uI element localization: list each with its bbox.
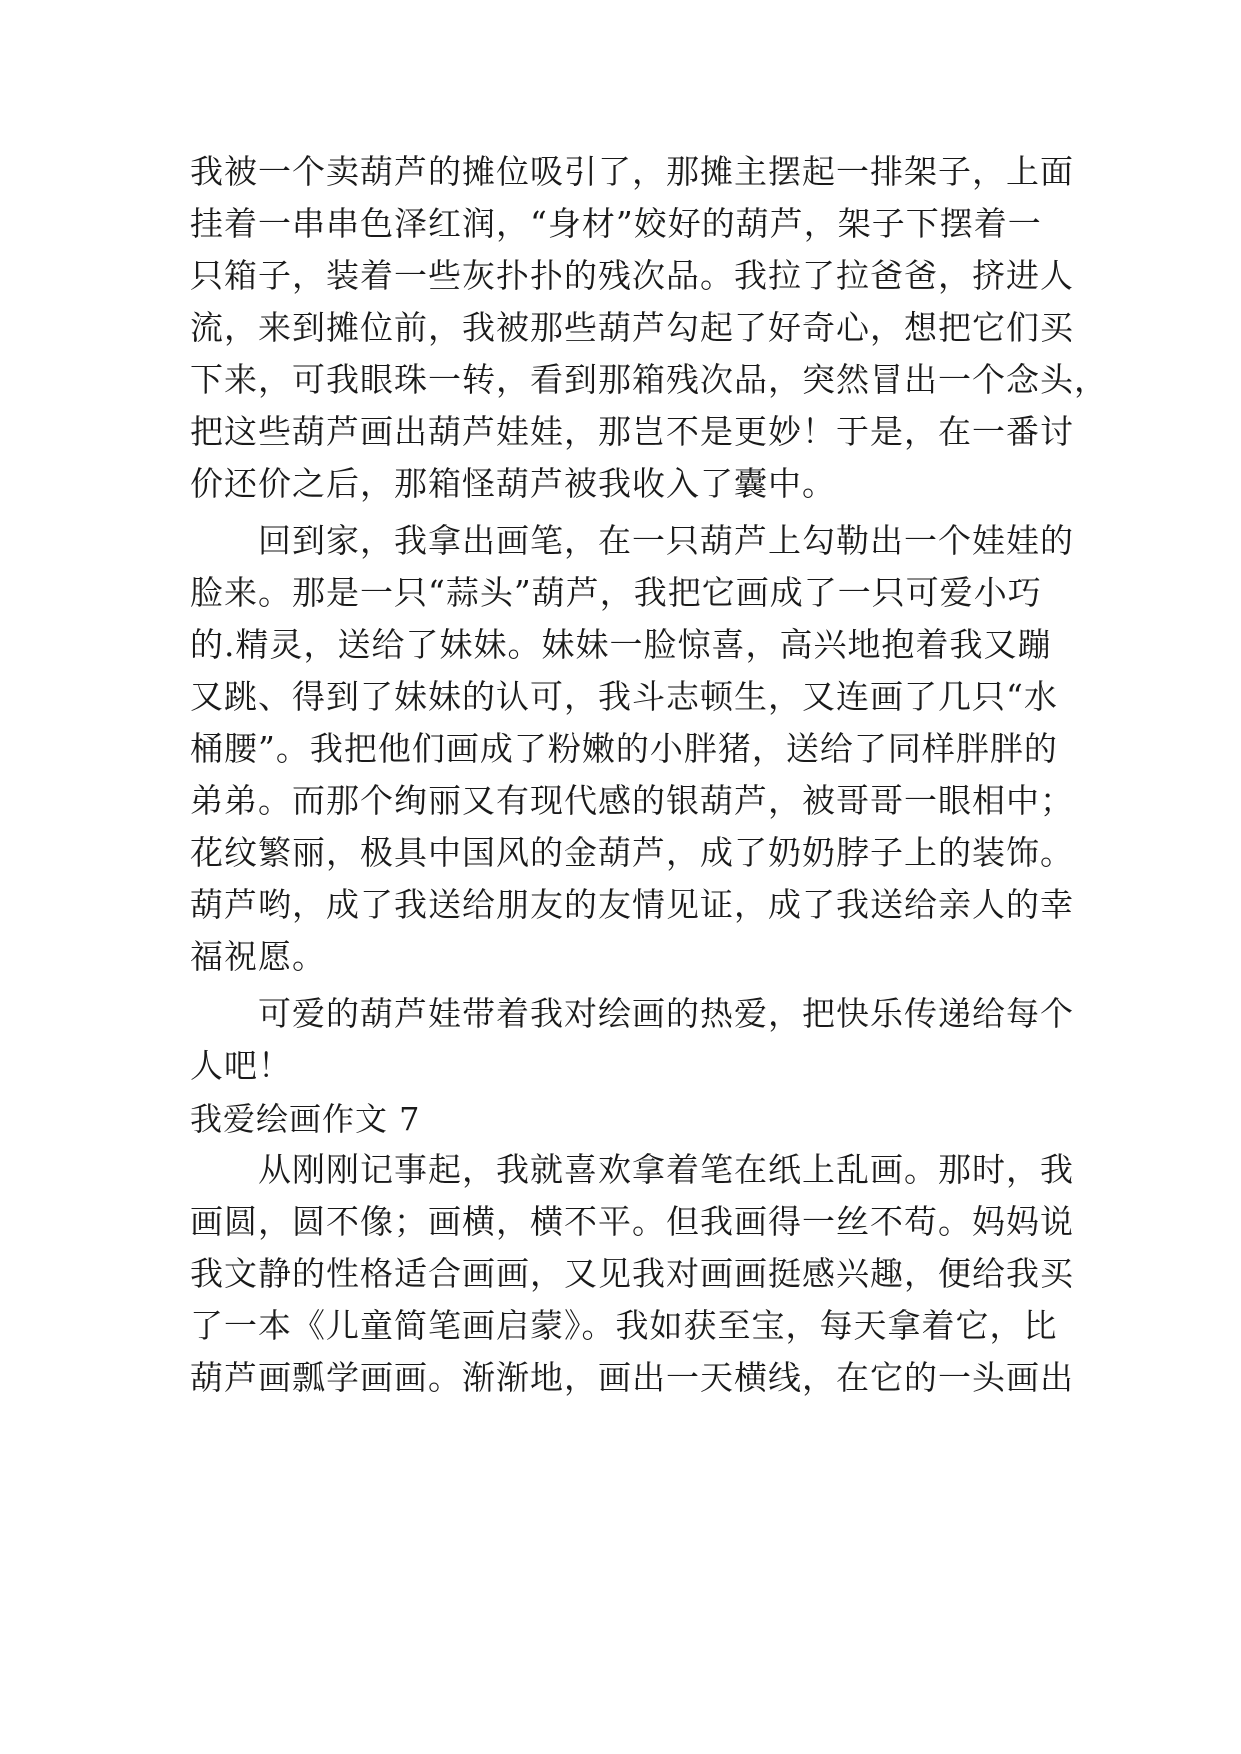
text-line: 把这些葫芦画出葫芦娃娃，那岂不是更妙！于是，在一番讨 bbox=[190, 412, 1074, 451]
text-line: 葫芦画瓢学画画。渐渐地，画出一天横线，在它的一头画出 bbox=[190, 1358, 1074, 1397]
text-line: 流，来到摊位前，我被那些葫芦勾起了好奇心，想把它们买 bbox=[190, 308, 1074, 347]
section-heading: 我爱绘画作文 7 bbox=[190, 1100, 421, 1138]
text-line: 画圆，圆不像；画横，横不平。但我画得一丝不苟。妈妈说 bbox=[190, 1202, 1074, 1241]
text-line: 只箱子，装着一些灰扑扑的残次品。我拉了拉爸爸，挤进人 bbox=[190, 256, 1074, 295]
text-line: 又跳、得到了妹妹的认可，我斗志顿生，又连画了几只“水 bbox=[190, 677, 1058, 716]
text-line: 葫芦哟，成了我送给朋友的友情见证，成了我送给亲人的幸 bbox=[190, 885, 1074, 924]
text-line: 挂着一串串色泽红润，“身材”姣好的葫芦，架子下摆着一 bbox=[190, 204, 1042, 243]
text-line: 下来，可我眼珠一转，看到那箱残次品，突然冒出一个念头， bbox=[190, 360, 1108, 399]
paragraph-start-line: 回到家，我拿出画笔，在一只葫芦上勾勒出一个娃娃的 bbox=[258, 521, 1074, 560]
text-line: 脸来。那是一只“蒜头”葫芦，我把它画成了一只可爱小巧 bbox=[190, 573, 1042, 612]
text-line: 我被一个卖葫芦的摊位吸引了，那摊主摆起一排架子，上面 bbox=[190, 152, 1074, 191]
paragraph-start-line: 可爱的葫芦娃带着我对绘画的热爱，把快乐传递给每个 bbox=[258, 994, 1074, 1033]
text-line: 花纹繁丽，极具中国风的金葫芦，成了奶奶脖子上的装饰。 bbox=[190, 833, 1074, 872]
text-line: 人吧！ bbox=[190, 1046, 292, 1085]
text-line: 弟弟。而那个绚丽又有现代感的银葫芦，被哥哥一眼相中； bbox=[190, 781, 1074, 820]
text-line: 福祝愿。 bbox=[190, 937, 326, 976]
paragraph-start-line: 从刚刚记事起，我就喜欢拿着笔在纸上乱画。那时，我 bbox=[258, 1150, 1074, 1189]
text-line: 的.精灵，送给了妹妹。妹妹一脸惊喜，高兴地抱着我又蹦 bbox=[190, 625, 1052, 664]
text-line: 价还价之后，那箱怪葫芦被我收入了囊中。 bbox=[190, 464, 836, 503]
text-line: 桶腰”。我把他们画成了粉嫩的小胖猪，送给了同样胖胖的 bbox=[190, 729, 1058, 768]
text-line: 了一本《儿童简笔画启蒙》。我如获至宝，每天拿着它，比 bbox=[190, 1306, 1058, 1345]
text-line: 我文静的性格适合画画，又见我对画画挺感兴趣，便给我买 bbox=[190, 1254, 1074, 1293]
